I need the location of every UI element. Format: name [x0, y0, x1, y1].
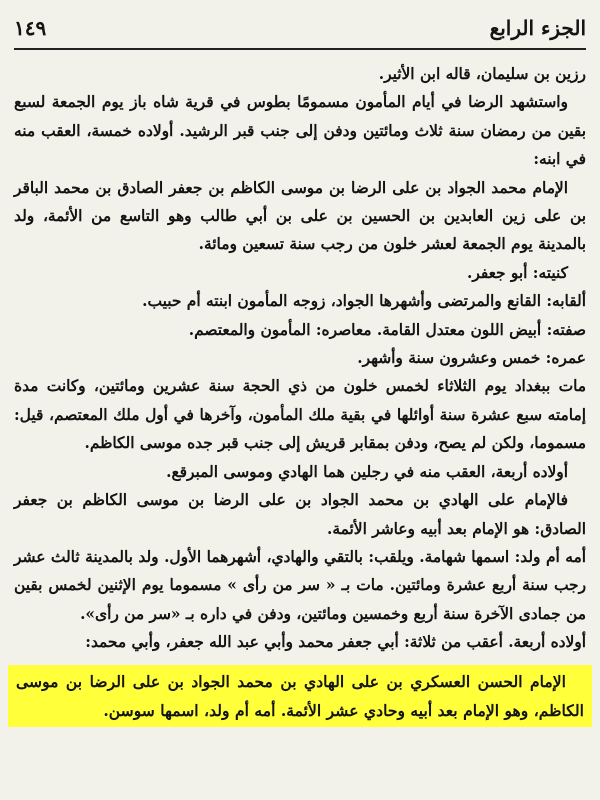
running-title: الجزء الرابع — [489, 16, 586, 40]
paragraph-10: فالإمام على الهادي بن محمد الجواد بن على الرضا بن موسى الكاظم بن جعفر الصادق: هو الإمام بعد أبيه وعاشر الأئمة. — [14, 491, 586, 538]
paragraph-8: مات ببغداد يوم الثلاثاء لخمس خلون من ذي الحجة سنة عشرين ومائتين، وكانت مدة إمامته سبع عشرة سنة أوائلها في بقية ملك المأمون، وآخرها في أول ملك المعتصم، قيل: مسموما، ولكن لم يصح، ودفن بمقابر قريش إلى جنب قبر جده موسى الكاظم. — [14, 377, 586, 453]
page-header — [14, 8, 586, 50]
page-body — [14, 60, 586, 727]
highlighted-passage — [8, 665, 592, 727]
page-number: ١٤٩ — [14, 16, 47, 40]
paragraph-4: كنيته: أبو جعفر. — [467, 263, 568, 282]
paragraph-6: صفته: أبيض اللون معتدل القامة. معاصره: المأمون والمعتصم. — [188, 320, 586, 339]
paragraph-11: أمه أم ولد: اسمها شهامة. ويلقب: بالتقي والهادي، أشهرهما الأول. ولد بالمدينة ثالث عشر رجب سنة أربع عشرة ومائتين. مات بـ « سر من رأى » مسموما يوم الإثنين لخمس بقين من جمادى الآخرة سنة أربع وخمسين ومائتين، ودفن في داره بـ «سر من رأى». — [14, 547, 586, 623]
paragraph-12: أولاده أربعة. أعقب من ثلاثة: أبي جعفر محمد وأبي عبد الله جعفر، وأبي محمد: — [85, 633, 586, 652]
paragraph-1: رزين بن سليمان، قاله ابن الأثير. — [378, 65, 586, 83]
paragraph-2: واستشهد الرضا في أيام المأمون مسمومًا بطوس في قرية شاه باز يوم الجمعة لسبع بقين من رمضان سنة ثلاث ومائتين ودفن إلى جنب قبر الرشيد. أولاده خمسة، العقب منه في ابنه: — [14, 93, 586, 169]
paragraph-7: عمره: خمس وعشرون سنة وأشهر. — [357, 349, 586, 368]
paragraph-9: أولاده أربعة، العقب منه في رجلين هما الهادي وموسى المبرقع. — [166, 462, 568, 481]
paragraph-5: ألقابه: القانع والمرتضى وأشهرها الجواد، زوجه المأمون ابنته أم حبيب. — [142, 292, 586, 311]
paragraph-3: الإمام محمد الجواد بن على الرضا بن موسى الكاظم بن جعفر الصادق بن محمد الباقر بن على زين العابدين بن الحسين بن على بن أبي طالب وهو التاسع من الأئمة، ولد بالمدينة يوم الجمعة لعشر خلون من رجب سنة تسعين ومائة. — [14, 178, 586, 254]
highlighted-text: الإمام الحسن العسكري بن على الهادي بن محمد الجواد بن على الرضا بن موسى الكاظم، وهو الإمام بعد أبيه وحادي عشر الأئمة. أمه أم ولد، اسمها سوسن. — [16, 671, 584, 720]
